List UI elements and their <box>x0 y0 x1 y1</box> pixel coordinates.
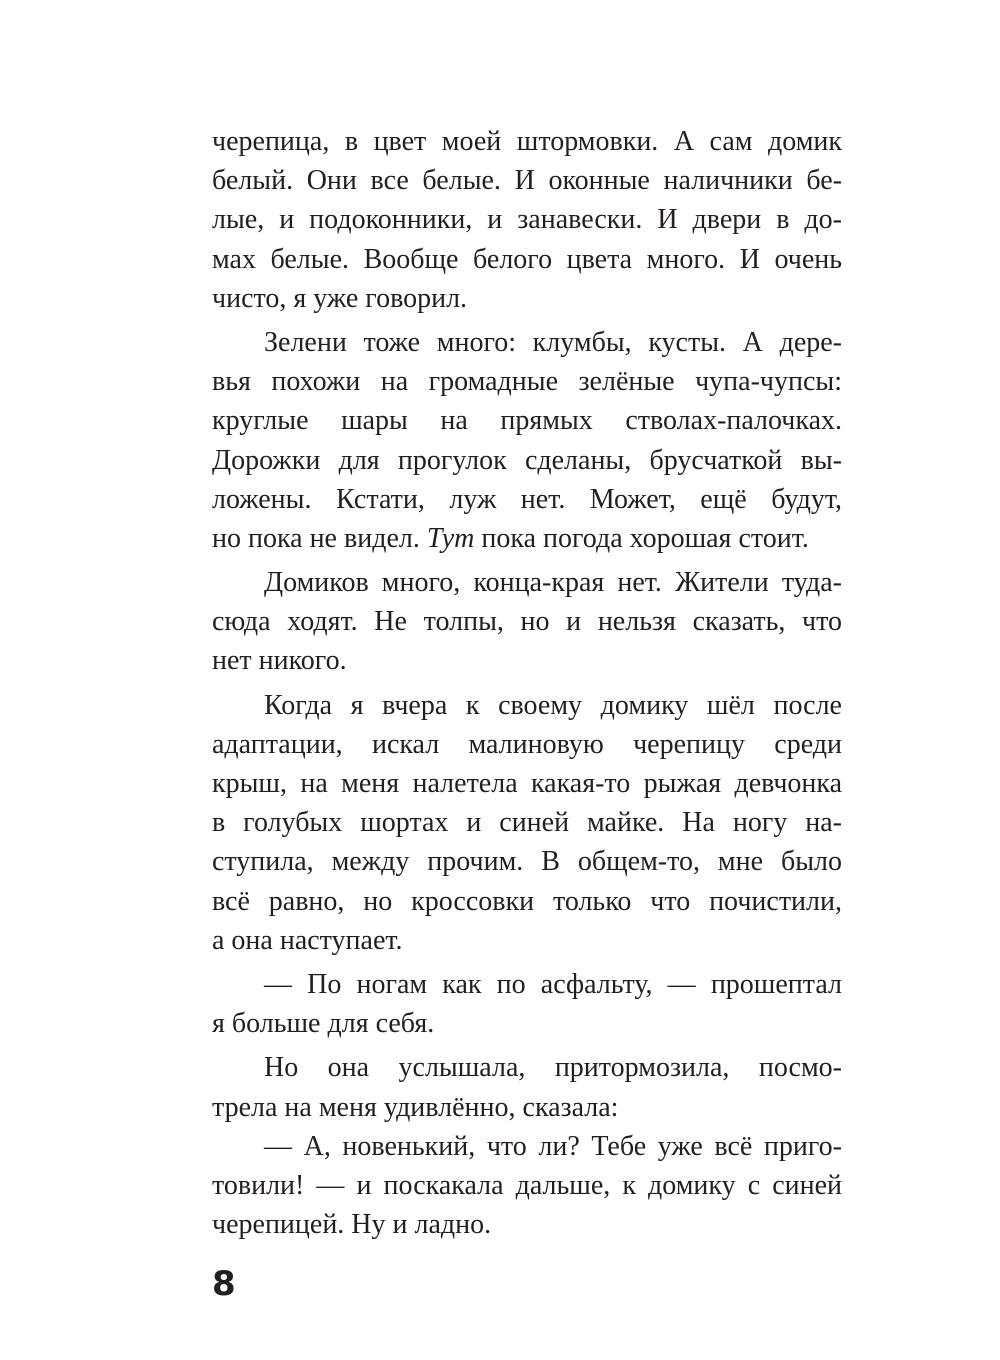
text-line: трела на меня удивлённо, сказала: <box>212 1091 619 1123</box>
text-line: всё равно, но кроссовки только что почистили, <box>212 885 842 917</box>
text-line: ложены. Кстати, луж нет. Может, ещё будут, <box>212 483 842 515</box>
text-line: адаптации, искал малиновую черепицу среди <box>212 728 842 760</box>
text-line-with-italic <box>212 519 842 558</box>
body-text <box>212 122 842 1244</box>
text-line: Зелени тоже много: клумбы, кусты. А дере- <box>264 326 842 358</box>
text-line: черепица, в цвет моей штормовки. А сам домик <box>212 126 842 157</box>
text-line: Но она услышала, притормозила, посмо- <box>264 1052 842 1084</box>
text-line: товили! — и поскакала дальше, к домику с синей <box>212 1169 842 1201</box>
paragraph-6 <box>212 1048 842 1126</box>
text-line: Когда я вчера к своему домику шёл после <box>264 689 842 721</box>
paragraph-3 <box>212 563 842 681</box>
paragraph-4 <box>212 686 842 960</box>
paragraph-5-dialogue <box>212 965 842 1043</box>
text-line: белый. Они все белые. И оконные наличники бе- <box>212 165 842 197</box>
italic-word: Тут <box>426 522 475 554</box>
text-line: — А, новенький, что ли? Тебе уже всё приго- <box>264 1130 842 1162</box>
text-line: я больше для себя. <box>212 1008 435 1040</box>
page-number: 8 <box>212 1264 236 1304</box>
text-line: нет никого. <box>212 645 347 677</box>
paragraph-7-dialogue <box>212 1127 842 1245</box>
paragraph-2 <box>212 323 842 558</box>
text-line: чисто, я уже говорил. <box>212 282 468 314</box>
text-line: мах белые. Вообще белого цвета много. И очень <box>212 243 842 275</box>
text-line: Дорожки для прогулок сделаны, брусчаткой вы- <box>212 444 842 476</box>
text-line: вья похожи на громадные зелёные чупа-чупсы: <box>212 366 842 398</box>
text-line: — По ногам как по асфальту, — прошептал <box>264 968 842 1000</box>
text-fragment: пока погода хорошая стоит. <box>474 522 809 554</box>
text-line: лые, и подоконники, и занавески. И двери в до- <box>212 204 842 236</box>
text-line: а она наступает. <box>212 924 403 956</box>
text-line: круглые шары на прямых стволах-палочках. <box>212 405 842 437</box>
text-line: ступила, между прочим. В общем-то, мне было <box>212 846 842 878</box>
text-line: в голубых шортах и синей майке. На ногу на- <box>212 807 842 839</box>
text-line: Домиков много, конца-края нет. Жители туда- <box>264 567 842 599</box>
paragraph-1 <box>212 122 842 318</box>
text-fragment: но пока не видел. <box>212 522 427 554</box>
text-line: черепицей. Ну и ладно. <box>212 1209 492 1241</box>
text-line: крыш, на меня налетела какая-то рыжая девчонка <box>212 768 842 799</box>
text-line: сюда ходят. Не толпы, но и нельзя сказать, что <box>212 606 842 638</box>
